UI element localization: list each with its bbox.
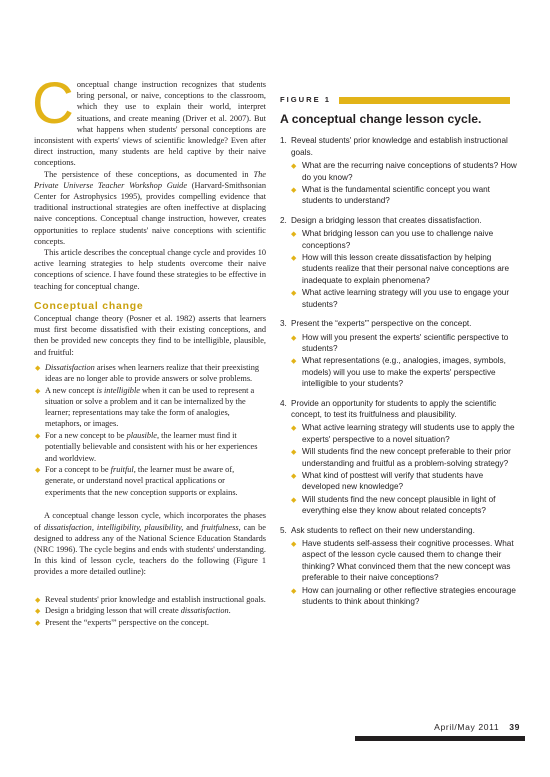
list-item (291, 422, 518, 445)
list-item (291, 585, 518, 608)
list-item (291, 287, 518, 310)
list-item (291, 332, 518, 355)
question-text: Have students self-assess their cognitive processes. What aspect of the lesson cycle caused them to change their thinking? What convinced them that the new concept was preferable to their naive conceptions? (302, 539, 514, 583)
condition-text: , the learner must find it potentially believable and consistent with his or her experiences and worldview. (45, 431, 258, 463)
condition-lead: A new concept (45, 385, 97, 395)
list-item (34, 605, 266, 616)
list-item (291, 252, 518, 286)
paragraph-article-purpose: This article describes the conceptual change cycle and provides 10 active learning strategies to help students overcome their naive conceptions of science. I have found these strategies to be effective in teaching for conceptual change. (34, 248, 266, 291)
figure-step-1 (280, 135, 518, 206)
diamond-bullet-icon: ◆ (291, 333, 297, 342)
conditions-list (34, 362, 266, 498)
step-text: Provide an opportunity for students to apply the scientific concept, to test its fruitfulness and plausibility. (291, 398, 497, 419)
question-text: What kind of posttest will verify that students have developed new knowledge? (302, 470, 484, 492)
step-number: 5. (280, 525, 287, 535)
list-item (291, 446, 518, 469)
list-item (291, 538, 518, 584)
list-item (291, 494, 518, 517)
step-text: Ask students to reflect on their new understanding. (291, 525, 475, 535)
term-intelligible: is intelligible (96, 385, 140, 395)
step-number: 4. (280, 398, 287, 408)
diamond-bullet-icon: ◆ (291, 162, 297, 171)
term-dissatisfaction: dissatisfaction (180, 606, 229, 616)
diamond-bullet-icon: ◆ (35, 386, 41, 395)
list-item (34, 430, 266, 464)
diamond-bullet-icon: ◆ (291, 186, 297, 195)
figure-step-2 (280, 215, 518, 310)
diamond-bullet-icon: ◆ (291, 254, 297, 263)
question-text: How will you present the experts' scientific perspective to students? (302, 332, 509, 353)
list-item (34, 594, 266, 605)
list-item (34, 464, 266, 498)
question-text: What are the recurring naive conceptions of students? How do you know? (302, 161, 517, 182)
figure-step-5 (280, 525, 518, 608)
p5-text-b: and (183, 522, 202, 532)
diamond-bullet-icon: ◆ (291, 289, 297, 298)
question-text: Will students find the new concept preferable to their prior understanding and fruitful as a problem-solving strategy? (302, 447, 511, 468)
step-text: Design a bridging lesson that will create (45, 606, 181, 616)
question-list (291, 422, 518, 516)
footer-rule (355, 736, 525, 741)
term-fruitful: fruitful (110, 465, 134, 475)
question-text: Will students find the new concept plausible in light of everything else they know about related concepts? (302, 494, 496, 516)
paragraph-theory: Conceptual change theory (Posner et al. 1982) asserts that learners must first become dissatisfied with their existing conceptions, and then be provided new concepts they find to be intelligible, plausible, and fruitful: (34, 314, 266, 357)
condition-lead: For a new concept to be (45, 431, 127, 441)
diamond-bullet-icon: ◆ (35, 595, 41, 604)
diamond-bullet-icon: ◆ (35, 466, 41, 475)
diamond-bullet-icon: ◆ (291, 540, 297, 548)
question-list (291, 160, 518, 207)
figure-label-rule (310, 97, 510, 104)
p2-text-a: The persistence of these conceptions, as documented in (44, 169, 254, 179)
diamond-bullet-icon: ◆ (35, 363, 41, 372)
page-number: 39 (509, 722, 520, 732)
term-dissatisfaction: Dissatisfaction (45, 362, 95, 372)
question-text: What active learning strategy will students use to apply the experts' perspective to a novel situation? (302, 423, 515, 444)
list-item (291, 160, 518, 183)
diamond-bullet-icon: ◆ (291, 495, 297, 504)
question-text: How will this lesson create dissatisfaction by helping students realize that their personal naive conceptions are inadequate to explain phenomena? (302, 253, 510, 285)
figure-step-4 (280, 398, 518, 517)
p5-text-c: , can be designed to address any of the National Science Education Standards (NRC 1996). The cycle begins and ends with students' understanding. In this kind of lesson cycle, teachers do the following (Figure 1 provides a more detailed outline): (34, 522, 266, 577)
diamond-bullet-icon: ◆ (291, 586, 297, 595)
issue-date: April/May 2011 (434, 722, 500, 732)
question-list (291, 332, 518, 390)
diamond-bullet-icon: ◆ (291, 448, 297, 457)
list-item (34, 385, 266, 430)
question-text: What bridging lesson can you use to challenge naive conceptions? (302, 229, 494, 250)
diamond-bullet-icon: ◆ (35, 618, 41, 627)
question-text: What representations (e.g., analogies, images, symbols, models) will you use to make the experts' perspective intelligible to your students? (302, 356, 506, 389)
diamond-bullet-icon: ◆ (291, 230, 297, 239)
condition-text: when it can be used to represent a situation or solve a problem and it can be internalized by the learner; representations may take the form of analogies, metaphors, or images. (45, 385, 255, 429)
list-item (291, 470, 518, 493)
page-footer (434, 722, 520, 732)
step-text: Design a bridging lesson that creates dissatisfaction. (291, 215, 482, 225)
step-number: 1. (280, 136, 287, 146)
step-text-end: . (228, 606, 231, 616)
condition-lead: For a concept to be (45, 465, 111, 475)
figure-label: FIGURE 1 (280, 94, 339, 105)
condition-text: , the learner must be aware of, generate, or understand novel practical applications or experiments that the new conception supports or explains. (45, 465, 238, 497)
diamond-bullet-icon: ◆ (291, 471, 297, 480)
list-item (34, 617, 266, 628)
figure-step-3 (280, 318, 518, 389)
question-text: How can journaling or other reflective strategies encourage students to think about thinking? (302, 585, 516, 607)
diamond-bullet-icon: ◆ (35, 607, 41, 616)
drop-cap: C (32, 71, 74, 136)
spacer (34, 578, 266, 590)
intro-paragraph (32, 71, 266, 169)
step-number: 3. (280, 319, 287, 329)
question-list (291, 538, 518, 607)
article-body (32, 71, 266, 629)
list-item (291, 228, 518, 251)
figure-title: A conceptual change lesson cycle. (280, 112, 482, 127)
diamond-bullet-icon: ◆ (291, 424, 297, 433)
p5-text-a: A conceptual change lesson cycle, which incorporates the phases of (34, 511, 266, 532)
term-plausible: plausible (126, 431, 157, 441)
figure-sidebar (280, 94, 518, 607)
intro-text: onceptual change instruction recognizes that students bring personal, or naive, conceptions to the classroom, which they use to explain their world, interpret situations, and create meaning (Driver et al. 2007). But what happens when students' personal conceptions are inconsistent with experts' views of scientific knowledge? Even after direct instruction, many students are held captive by their naive conceptions. (34, 80, 266, 168)
step-text: Reveal students' prior knowledge and establish instructional goals. (45, 594, 266, 604)
phase-terms: dissatisfaction, intelligibility, plausibility, (43, 522, 184, 532)
diamond-bullet-icon: ◆ (291, 357, 297, 366)
question-text: What active learning strategy will you use to engage your students? (302, 288, 510, 309)
question-text: What is the fundamental scientific concept you want students to understand? (302, 185, 490, 206)
list-item (291, 184, 518, 207)
diamond-bullet-icon: ◆ (35, 432, 41, 441)
condition-text: arises when learners realize that their preexisting ideas are no longer able to provide answers or solve problems. (45, 362, 260, 384)
step-text: Reveal students' prior knowledge and establish instructional goals. (291, 136, 508, 157)
p2-text-b: (Harvard-Smithsonian Center for Astrophysics 1995), provides compelling evidence that traditional instructional strategies are often ineffective at displacing naive conceptions. Conceptual change instruction, however, creates opportunities to replace students' naive conceptions with scientific concepts. (34, 180, 266, 246)
step-number: 2. (280, 215, 287, 225)
phase-term-fruitfulness: fruitfulness (201, 522, 239, 532)
question-list (291, 228, 518, 310)
section-heading: Conceptual change (34, 300, 144, 312)
cited-title: The Private Universe Teacher Workshop Guide (34, 169, 266, 190)
step-text: Present the “experts'” perspective on the concept. (45, 617, 209, 627)
list-item (34, 362, 266, 384)
teacher-steps-list (34, 594, 266, 629)
step-text: Present the “experts'” perspective on the concept. (291, 319, 472, 329)
spacer (34, 498, 266, 510)
list-item (291, 355, 518, 389)
paragraph-lesson-cycle (34, 510, 266, 577)
paragraph-persistence (34, 169, 266, 247)
